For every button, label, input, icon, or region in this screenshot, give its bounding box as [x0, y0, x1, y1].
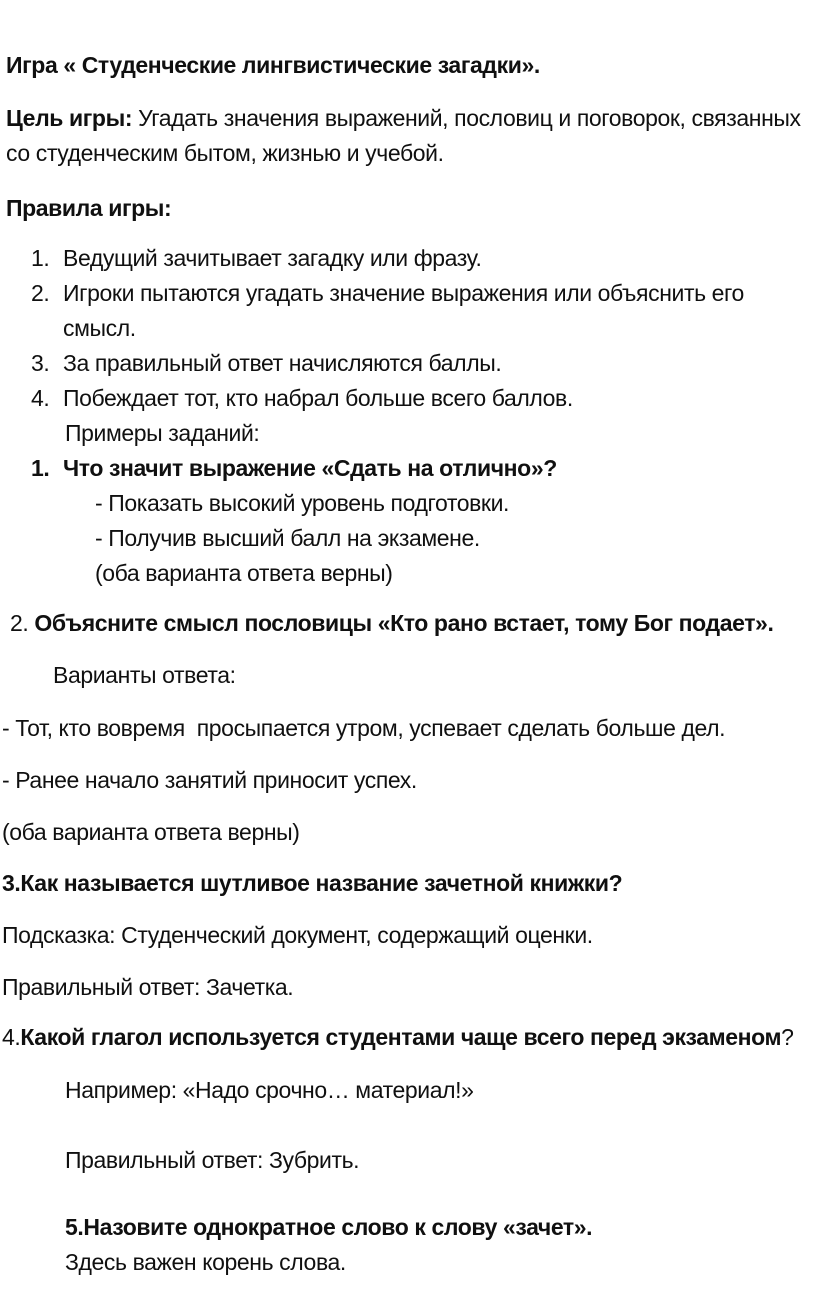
- rule-4-number: 4.: [31, 385, 50, 411]
- rule-2-text-line1: Игроки пытаются угадать значение выражения или объяснить его: [63, 280, 744, 306]
- goal-paragraph: [6, 101, 808, 171]
- question-2-answer-1: - Тот, кто вовремя просыпается утром, успевает сделать больше дел.: [2, 715, 726, 741]
- question-5-note: Здесь важен корень слова.: [65, 1249, 346, 1275]
- rule-item-3: [2, 346, 808, 381]
- question-1-text: Что значит выражение «Сдать на отлично»?: [63, 455, 557, 481]
- goal-label: Цель игры:: [6, 105, 133, 131]
- goal-text-line2: со студенческим бытом, жизнью и учебой.: [6, 140, 444, 166]
- question-4: [2, 1020, 808, 1055]
- question-2-number: 2.: [10, 610, 35, 636]
- question-4-text: Какой глагол используется студентами чаще всего перед экзаменом: [20, 1024, 782, 1050]
- question-2-note: (оба варианта ответа верны): [2, 819, 300, 845]
- rule-3-number: 3.: [31, 350, 50, 376]
- rules-heading: Правила игры:: [6, 195, 172, 221]
- question-2-answer-2: - Ранее начало занятий приносит успех.: [2, 767, 417, 793]
- rule-1-text: Ведущий зачитывает загадку или фразу.: [63, 245, 482, 271]
- question-1-answer-1: - Показать высокий уровень подготовки.: [95, 490, 510, 516]
- question-1: [2, 451, 808, 486]
- rule-2-text-line2: смысл.: [63, 315, 136, 341]
- question-3-hint: Подсказка: Студенческий документ, содержащий оценки.: [2, 922, 593, 948]
- question-5: 5.Назовите однократное слово к слову «зачет».: [65, 1214, 593, 1240]
- rule-item-2: [2, 276, 808, 346]
- rule-item-4: [2, 381, 808, 416]
- question-4-example: Например: «Надо срочно… материал!»: [65, 1077, 474, 1103]
- question-4-suffix: ?: [781, 1024, 794, 1050]
- goal-text-line1: Угадать значения выражений, пословиц и поговорок, связанных: [132, 105, 801, 131]
- rule-1-number: 1.: [31, 245, 50, 271]
- question-1-answer-2: - Получив высший балл на экзамене.: [95, 525, 480, 551]
- question-4-answer: Правильный ответ: Зубрить.: [65, 1147, 360, 1173]
- doc-title: Игра « Студенческие лингвистические загадки».: [6, 52, 540, 78]
- rule-2-number: 2.: [31, 280, 50, 306]
- question-3: 3.Как называется шутливое название зачетной книжки?: [2, 870, 623, 896]
- rule-item-1: [2, 241, 808, 276]
- question-2-text: Объясните смысл пословицы «Кто рано встает, тому Бог подает».: [34, 610, 774, 636]
- examples-heading: Примеры заданий:: [65, 420, 260, 446]
- question-2-variants-label: Варианты ответа:: [53, 662, 236, 688]
- rule-3-text: За правильный ответ начисляются баллы.: [63, 350, 502, 376]
- question-4-number: 4.: [2, 1024, 21, 1050]
- question-2: [10, 606, 808, 641]
- rule-4-text: Побеждает тот, кто набрал больше всего баллов.: [63, 385, 573, 411]
- question-1-note: (оба варианта ответа верны): [95, 560, 393, 586]
- question-1-number: 1.: [31, 455, 50, 481]
- question-3-answer: Правильный ответ: Зачетка.: [2, 974, 294, 1000]
